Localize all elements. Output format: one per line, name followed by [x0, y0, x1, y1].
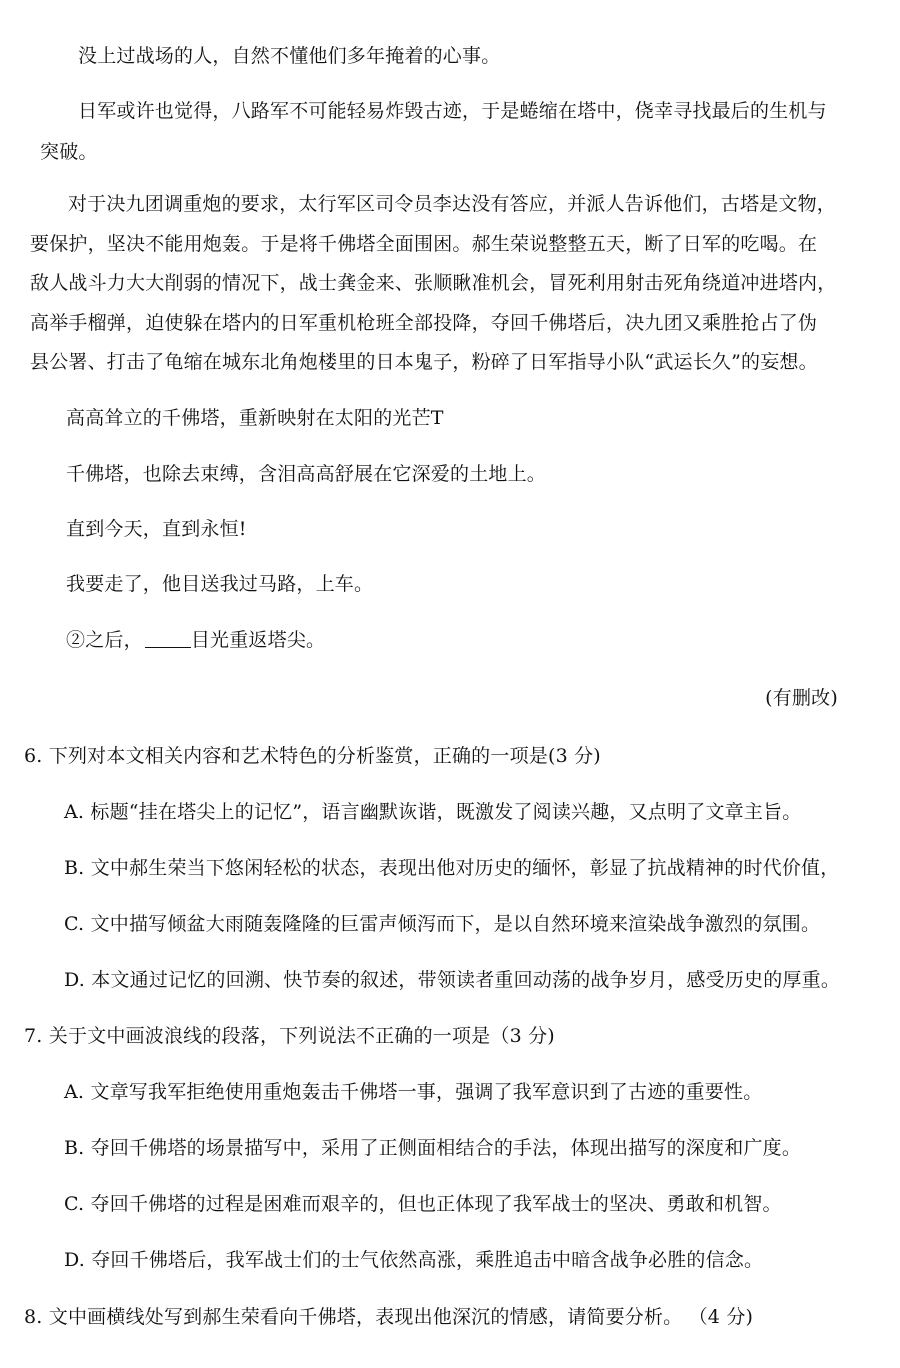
question-stem: 6. 下列对本文相关内容和艺术特色的分析鉴赏，正确的一项是(3 分) — [24, 745, 601, 767]
passage-line: 突破。 — [40, 141, 98, 163]
passage-line: 高举手榴弹，迫使躲在塔内的日军重机枪班全部投降，夺回千佛塔后，决九团又乘胜抢占了伪 — [30, 312, 818, 334]
passage-line: 日军或许也觉得，八路军不可能轻易炸毁古迹，于是蜷缩在塔中，侥幸寻找最后的生机与 — [78, 100, 827, 122]
blank-underline — [145, 629, 191, 648]
question-stem: 8. 文中画横线处写到郝生荣看向千佛塔，表现出他深沉的情感，请简要分析。 （4 分) — [24, 1306, 754, 1328]
option-d: D. 本文通过记忆的回溯、快节奏的叙述，带领读者重回动荡的战争岁月，感受历史的厚重。 — [64, 969, 841, 991]
passage-line: 敌人战斗力大大削弱的情况下，战士龚金来、张顺瞅准机会，冒死利用射击死角绕道冲进塔内， — [30, 272, 837, 294]
option-c: C. 文中描写倾盆大雨随轰隆隆的巨雷声倾泻而下，是以自然环境来渲染战争激烈的氛围。 — [64, 913, 821, 935]
option-a: A. 文章写我军拒绝使用重炮轰击千佛塔一事，强调了我军意识到了古迹的重要性。 — [64, 1081, 763, 1103]
option-a: A. 标题“挂在塔尖上的记忆”，语言幽默诙谐，既激发了阅读兴趣，又点明了文章主旨。 — [64, 801, 802, 823]
source-note: (有删改) — [765, 687, 838, 709]
question-stem: 7. 关于文中画波浪线的段落，下列说法不正确的一项是（3 分) — [24, 1025, 555, 1047]
passage-line: 没上过战场的人，自然不懂他们多年掩着的心事。 — [78, 45, 501, 67]
passage-line: 要保护，坚决不能用炮轰。于是将千佛塔全面围困。郝生荣说整整五天，断了日军的吃喝。在 — [30, 233, 818, 255]
option-b: B. 文中郝生荣当下悠闲轻松的状态，表现出他对历史的缅怀，彰显了抗战精神的时代价值， — [64, 857, 840, 879]
passage-line: 我要走了，他目送我过马路，上车。 — [66, 573, 374, 595]
sentence-suffix: 目光重返塔尖。 — [190, 629, 326, 651]
sentence-prefix: ②之后， — [66, 629, 143, 651]
option-b: B. 夺回千佛塔的场景描写中，采用了正侧面相结合的手法，体现出描写的深度和广度。 — [64, 1137, 802, 1159]
option-c: C. 夺回千佛塔的过程是困难而艰辛的，但也正体现了我军战士的坚决、勇敢和机智。 — [64, 1193, 782, 1215]
passage-line: 对于决九团调重炮的要求，太行军区司令员李达没有答应，并派人告诉他们，古塔是文物， — [68, 193, 837, 215]
underlined-sentence — [66, 628, 325, 652]
passage-line: 县公署、打击了龟缩在城东北角炮楼里的日本鬼子，粉碎了日军指导小队“武运长久”的妄想。 — [30, 351, 818, 373]
passage-line: 高高耸立的千佛塔，重新映射在太阳的光芒T — [66, 407, 444, 429]
passage-line: 直到今天，直到永恒! — [66, 518, 247, 540]
passage-line: 千佛塔，也除去束缚，含泪高高舒展在它深爱的土地上。 — [66, 463, 547, 485]
option-d: D. 夺回千佛塔后，我军战士们的士气依然高涨，乘胜追击中暗含战争必胜的信念。 — [64, 1249, 764, 1271]
